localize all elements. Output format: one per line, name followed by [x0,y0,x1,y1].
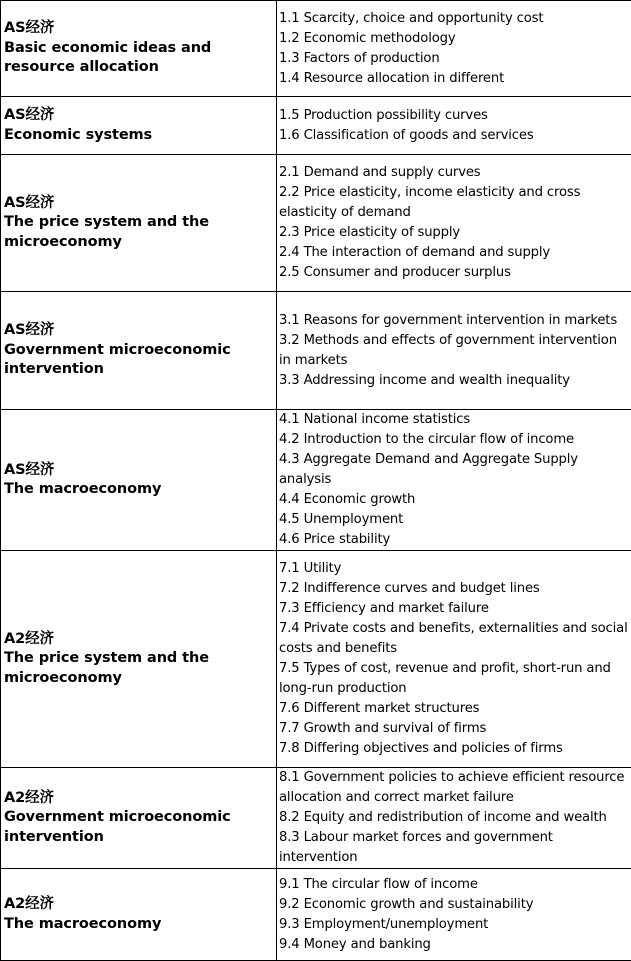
topic-item: 8.2 Equity and redistribution of income and wealth [279,808,629,828]
topic-item: 3.3 Addressing income and wealth inequality [279,371,629,391]
unit-level: A2经济 [4,789,272,809]
unit-name: The macroeconomy [4,915,272,935]
topic-item: 1.5 Production possibility curves [279,106,629,126]
topic-item: 4.6 Price stability [279,530,629,550]
unit-level: A2经济 [4,630,272,650]
topic-item: 7.2 Indifference curves and budget lines [279,579,629,599]
topic-item: 7.1 Utility [279,559,629,579]
topic-item: 9.4 Money and banking [279,935,629,955]
topic-item: 4.4 Economic growth [279,490,629,510]
topic-item: 9.2 Economic growth and sustainability [279,895,629,915]
unit-row [1,97,631,155]
topic-item: 4.1 National income statistics [279,410,629,430]
unit-level: A2经济 [4,895,272,915]
unit-row [1,292,631,410]
unit-cell [1,155,277,292]
topic-item: 1.1 Scarcity, choice and opportunity cost [279,9,629,29]
unit-row [1,155,631,292]
topic-item: 1.3 Factors of production [279,49,629,69]
unit-name: Government microeconomic intervention [4,341,272,380]
unit-level: AS经济 [4,194,272,214]
topic-item: 1.6 Classification of goods and services [279,126,629,146]
topic-item: 4.5 Unemployment [279,510,629,530]
unit-name: The price system and the microeconomy [4,649,272,688]
topic-item: 4.2 Introduction to the circular flow of income [279,430,629,450]
topic-item: 7.4 Private costs and benefits, externalities and social costs and benefits [279,619,629,659]
topic-item: 8.1 Government policies to achieve efficient resource allocation and correct market failure [279,768,629,808]
topic-item: 2.3 Price elasticity of supply [279,223,629,243]
topic-item: 2.2 Price elasticity, income elasticity and cross elasticity of demand [279,183,629,223]
topic-item: 2.4 The interaction of demand and supply [279,243,629,263]
unit-row [1,768,631,869]
unit-level: AS经济 [4,19,272,39]
topics-cell [277,768,631,869]
unit-name: Government microeconomic intervention [4,808,272,847]
topic-item: 1.4 Resource allocation in different [279,69,629,89]
topic-item: 4.3 Aggregate Demand and Aggregate Supply analysis [279,450,629,490]
unit-name: Basic economic ideas and resource allocation [4,39,272,78]
topic-item: 1.2 Economic methodology [279,29,629,49]
topic-item: 2.1 Demand and supply curves [279,163,629,183]
topic-item: 7.8 Differing objectives and policies of firms [279,739,629,759]
topic-item: 3.2 Methods and effects of government intervention in markets [279,331,629,371]
unit-level: AS经济 [4,321,272,341]
unit-row [1,1,631,97]
unit-cell [1,1,277,97]
unit-cell [1,97,277,155]
topic-item: 7.5 Types of cost, revenue and profit, short-run and long-run production [279,659,629,699]
topic-item: 9.3 Employment/unemployment [279,915,629,935]
unit-name: Economic systems [4,126,272,146]
unit-row [1,551,631,768]
unit-name: The macroeconomy [4,480,272,500]
topics-cell [277,292,631,410]
syllabus-table-body [1,1,631,961]
topics-cell [277,410,631,551]
topic-item: 9.1 The circular flow of income [279,875,629,895]
topic-item: 3.1 Reasons for government intervention in markets [279,311,629,331]
unit-name: The price system and the microeconomy [4,213,272,252]
topics-cell [277,97,631,155]
topic-item: 2.5 Consumer and producer surplus [279,263,629,283]
unit-cell [1,768,277,869]
topics-cell [277,551,631,768]
topics-cell [277,1,631,97]
topic-item: 7.6 Different market structures [279,699,629,719]
unit-row [1,410,631,551]
unit-cell [1,551,277,768]
unit-cell [1,292,277,410]
topic-item: 7.7 Growth and survival of firms [279,719,629,739]
unit-level: AS经济 [4,106,272,126]
unit-cell [1,410,277,551]
unit-level: AS经济 [4,461,272,481]
topic-item: 8.3 Labour market forces and government intervention [279,828,629,868]
topics-cell [277,155,631,292]
topic-item: 7.3 Efficiency and market failure [279,599,629,619]
